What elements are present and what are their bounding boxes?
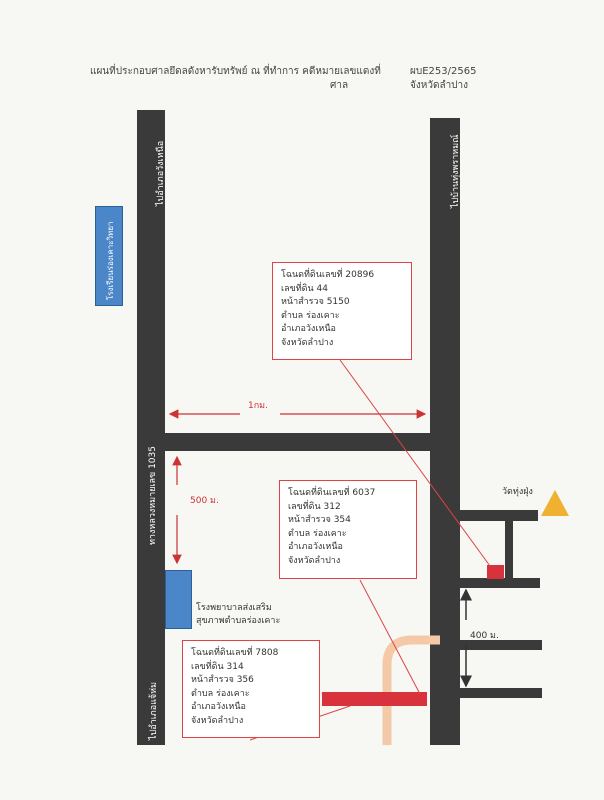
- header-title: แผนที่ประกอบศาลยึดลดังหารับทรัพย์ ณ ที่ทำการ คดีหมายเลขแดงที่: [90, 66, 381, 77]
- road-label-left-bottom: ไปอำเภอแจ้ห่ม: [149, 681, 159, 740]
- parcel-land-no: เลขที่ดิน 314: [191, 661, 244, 672]
- road-label-right-top: ไปบ้านทุ่งพราหมณ์: [451, 134, 461, 208]
- parcel-survey: หน้าสำรวจ 356: [191, 675, 254, 685]
- parcel-district: อำเภอวังเหนือ: [281, 324, 336, 334]
- parcel-land-no: เลขที่ดิน 312: [288, 501, 341, 512]
- parcel-district: อำเภอวังเหนือ: [191, 702, 246, 712]
- distance-400m-label: 400 ม.: [470, 631, 499, 641]
- distance-1km-label: 1กม.: [248, 401, 268, 411]
- case-number: ผบE253/2565: [410, 66, 477, 77]
- parcel-subdistrict: ตำบล ร่องเคาะ: [288, 528, 347, 539]
- parcel-survey: หน้าสำรวจ 5150: [281, 297, 350, 307]
- header-title-line2: ศาล: [330, 80, 349, 91]
- parcel-deed: โฉนดที่ดินเลขที่ 7808: [191, 648, 279, 658]
- parcel-province: จังหวัดลำปาง: [281, 337, 334, 348]
- parcel-callout-1: [272, 262, 412, 360]
- parcel-callout-3: [182, 640, 320, 738]
- hospital-label-line1: โรงพยาบาลส่งเสริม: [196, 603, 272, 613]
- parcel-deed: โฉนดที่ดินเลขที่ 20896: [281, 270, 375, 280]
- parcel-deed: โฉนดที่ดินเลขที่ 6037: [288, 488, 376, 498]
- temple-label: วัดทุ่งฝุ่ง: [502, 487, 533, 497]
- parcel-land-no: เลขที่ดิน 44: [281, 283, 328, 294]
- parcel-marker-east: [487, 565, 504, 579]
- parcel-subdistrict: ตำบล ร่องเคาะ: [191, 688, 250, 699]
- parcel-callout-2: [279, 480, 417, 579]
- school-label: โรงเรียนร่องเคาะวิทยา: [106, 221, 115, 300]
- province-label: จังหวัดลำปาง: [410, 80, 469, 91]
- distance-500m-label: 500 ม.: [190, 496, 219, 506]
- road-label-left-top: ไปอำเภอวังเหนือ: [156, 140, 166, 206]
- highway-label: ทางหลวงหมายเลข 1035: [148, 446, 158, 545]
- parcel-subdistrict: ตำบล ร่องเคาะ: [281, 310, 340, 321]
- parcel-marker-south: [322, 692, 427, 706]
- temple-icon: [541, 490, 569, 516]
- parcel-province: จังหวัดลำปาง: [191, 715, 244, 726]
- parcel-survey: หน้าสำรวจ 354: [288, 515, 351, 525]
- hospital-label-line2: สุขภาพตำบลร่องเคาะ: [196, 616, 281, 626]
- parcel-province: จังหวัดลำปาง: [288, 555, 341, 566]
- parcel-district: อำเภอวังเหนือ: [288, 542, 343, 552]
